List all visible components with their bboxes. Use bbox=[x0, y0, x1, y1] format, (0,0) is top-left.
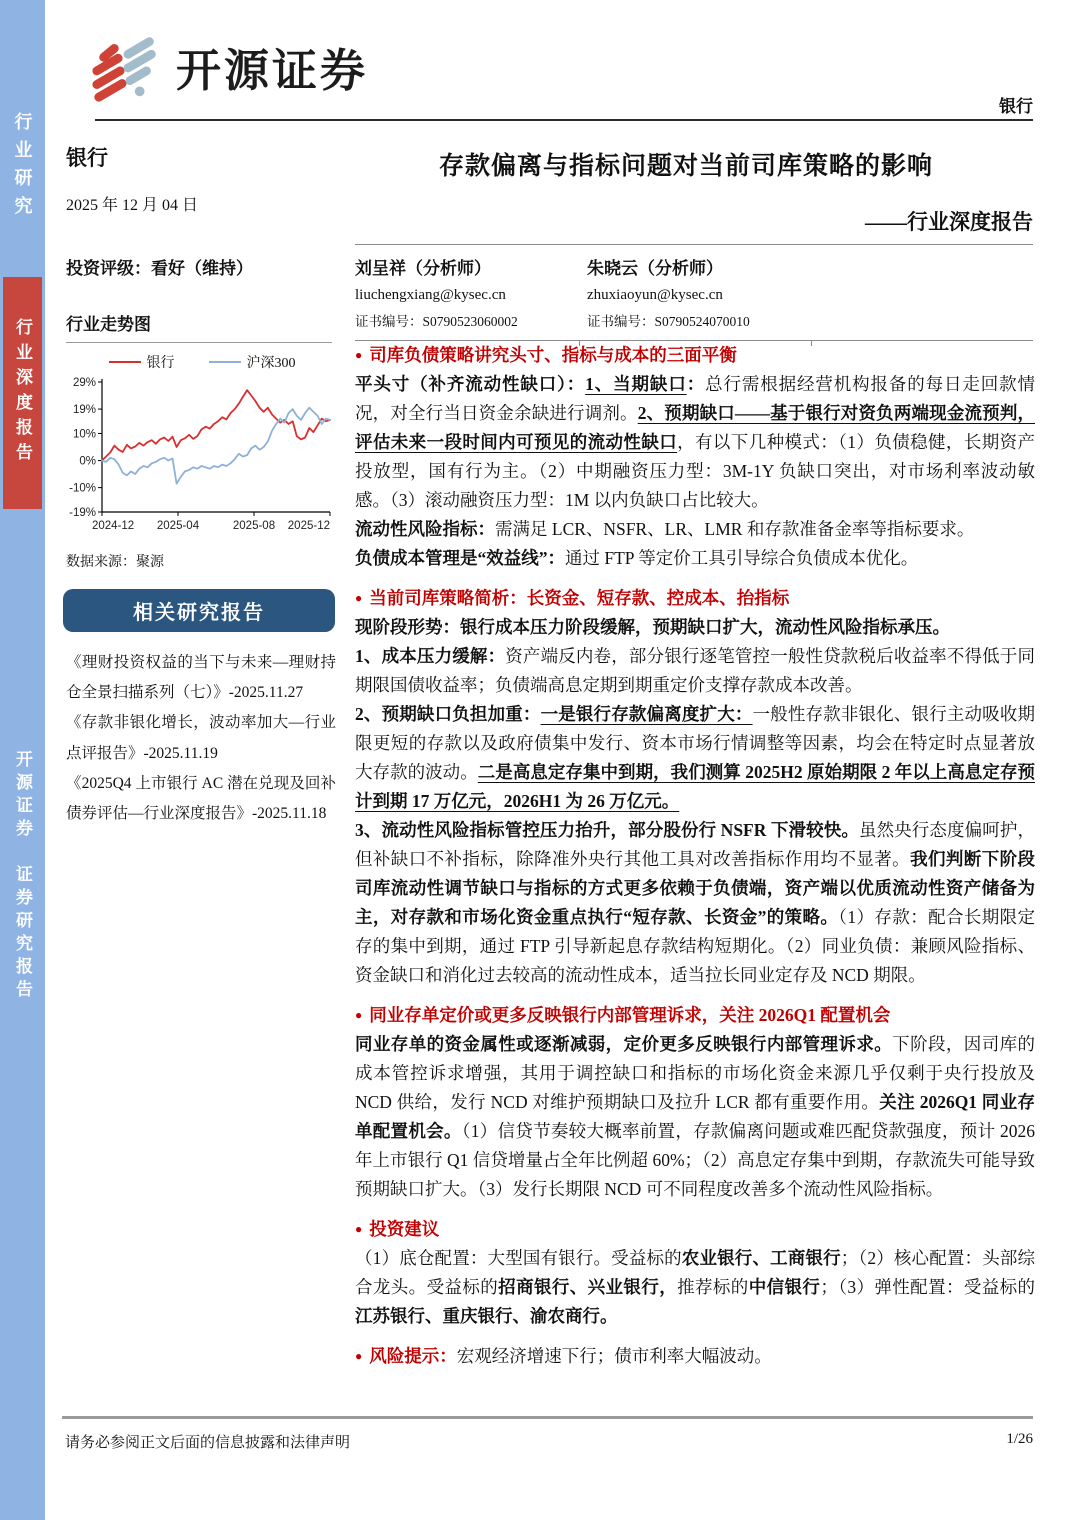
industry-trend-chart bbox=[66, 352, 338, 549]
section-risk-warning bbox=[355, 1342, 1035, 1371]
header-category-label: 银行 bbox=[999, 97, 1033, 116]
bullet-icon: ● bbox=[355, 348, 363, 362]
analyst-1 bbox=[355, 254, 587, 330]
risk-text: 宏观经济增速下行；债市利率大幅波动。 bbox=[456, 1346, 772, 1366]
related-reports-header: 相关研究报告 bbox=[63, 589, 335, 632]
analyst-name: 刘呈祥（分析师） bbox=[355, 259, 491, 278]
section-paragraph: 平头寸（补齐流动性缺口）：1、当期缺口：总行需根据经营机构报备的每日走回款情况，对全行当日资金余缺进行调剂。2、预期缺口——基于银行对资负两端现金流预判，评估未来一段时间内可预见的流动性缺口，有以下几种模式：（1）负债稳健，长期资产投放型，国有行为主。（2）中期融资压力型：3M-1Y 负缺口突出，对市场利率波动敏感。（3）滚动融资压力型：1M 以内负缺口占比较大。 bbox=[355, 374, 1036, 510]
section-treasury-balance bbox=[355, 341, 1035, 573]
brand-name: 开源证券 bbox=[176, 43, 369, 97]
section-ncd-pricing bbox=[355, 1001, 1035, 1204]
legend-swatch-bank bbox=[109, 361, 141, 363]
section-current-strategy bbox=[355, 584, 1035, 990]
section-title: 投资建议 bbox=[369, 1219, 440, 1239]
sidebar-label-industry-depth-report: 行业深度报告 bbox=[13, 318, 32, 468]
bullet-icon: ● bbox=[355, 591, 363, 605]
risk-title: 风险提示： bbox=[369, 1346, 457, 1366]
industry-name: 银行 bbox=[66, 146, 108, 170]
analyst-cert-number: 证书编号：S0790524070010 bbox=[587, 314, 750, 329]
chart-legend bbox=[66, 352, 338, 372]
related-report-item: 《理财投资权益的当下与未来—理财持仓全景扫描系列（七）》-2025.11.27 bbox=[66, 654, 336, 702]
sidebar-red-banner bbox=[3, 277, 42, 509]
bullet-icon: ● bbox=[355, 1349, 363, 1363]
svg-text:2025-04: 2025-04 bbox=[156, 520, 200, 532]
analyst-email: liuchengxiang@kysec.cn bbox=[355, 287, 506, 303]
svg-text:10%: 10% bbox=[72, 428, 96, 441]
section-paragraph: 负债成本管理是“效益线”：通过 FTP 等定价工具引导综合负债成本优化。 bbox=[355, 548, 919, 568]
related-reports-list bbox=[66, 648, 336, 829]
trend-label-underline bbox=[66, 342, 332, 343]
footer-rule bbox=[62, 1416, 1033, 1419]
trend-line-chart bbox=[66, 374, 338, 544]
legend-item-bank bbox=[109, 352, 175, 372]
svg-text:2025-08: 2025-08 bbox=[232, 520, 276, 532]
brand-logo bbox=[88, 26, 368, 106]
analyst-email: zhuxiaoyun@kysec.cn bbox=[587, 287, 723, 303]
footer-page-number: 1/26 bbox=[1006, 1431, 1033, 1447]
svg-text:-19%: -19% bbox=[69, 507, 96, 519]
svg-text:2025-12: 2025-12 bbox=[287, 520, 330, 532]
chart-data-source: 数据来源：聚源 bbox=[66, 555, 164, 570]
sidebar-label-industry-research: 行业研究 bbox=[12, 112, 33, 224]
section-paragraph: 现阶段形势：银行成本压力阶段缓解，预期缺口扩大，流动性风险指标承压。 bbox=[355, 617, 950, 637]
section-heading bbox=[355, 1215, 1035, 1244]
svg-text:2024-12: 2024-12 bbox=[92, 520, 135, 532]
report-date: 2025 年 12 月 04 日 bbox=[66, 197, 199, 214]
analyst-block bbox=[355, 244, 1033, 341]
bullet-icon: ● bbox=[355, 1222, 363, 1236]
section-paragraph: （1）底仓配置：大型国有银行。受益标的农业银行、工商银行；（2）核心配置：头部综合龙头。受益标的招商银行、兴业银行，推荐标的中信银行；（3）弹性配置：受益标的江苏银行、重庆银行、渝农商行。 bbox=[355, 1248, 1036, 1326]
section-heading bbox=[355, 584, 1035, 613]
left-sidebar bbox=[0, 0, 45, 1520]
analyst-cert-number: 证书编号：S0790523060002 bbox=[355, 314, 518, 329]
section-paragraph: 同业存单的资金属性或逐渐减弱，定价更多反映银行内部管理诉求。下阶段，因司库的成本管控诉求增强，其用于调控缺口和指标的市场化资金来源几乎仅剩于央行投放及 NCD 供给，发行 NCD 对维护预期缺口及拉升 LCR 都有重要作用。关注 2026Q1 同业存单配置机会。（1）信贷节奏较大概率前置，存款偏离问题或难匹配贷款强度，预计 2026 年上市银行 Q1 信贷增量占全年比例超 60%；（2）高息定存集中到期，存款流失可能导致预期缺口扩大。（3）发行长期限 NCD 可不同程度改善多个流动性风险指标。 bbox=[355, 1034, 1036, 1199]
svg-text:29%: 29% bbox=[72, 377, 96, 389]
sidebar-label-company-research-report: 开源证券 证券研究报告 bbox=[13, 750, 32, 1003]
legend-label-bank: 银行 bbox=[146, 356, 175, 371]
svg-text:19%: 19% bbox=[72, 404, 96, 417]
section-paragraph: 1、成本压力缓解：资产端反内卷，部分银行逐笔管控一般性贷款税后收益率不得低于同期限国债收益率；负债端高息定期到期重定价支撑存款成本改善。 bbox=[355, 646, 1036, 695]
svg-text:-10%: -10% bbox=[69, 482, 96, 495]
trend-chart-label: 行业走势图 bbox=[66, 315, 151, 334]
section-investment-advice bbox=[355, 1215, 1035, 1331]
section-title: 司库负债策略讲究头寸、指标与成本的三面平衡 bbox=[369, 345, 737, 365]
related-report-item: 《2025Q4 上市银行 AC 潜在兑现及回补债券评估—行业深度报告》-2025.11.18 bbox=[66, 774, 336, 823]
legend-swatch-csi300 bbox=[209, 361, 241, 363]
header-rule bbox=[95, 119, 1033, 121]
related-report-item: 《存款非银化增长，波动率加大—行业点评报告》-2025.11.19 bbox=[66, 714, 336, 762]
section-paragraph: 2、预期缺口负担加重：一是银行存款偏离度扩大：一般性存款非银化、银行主动吸收期限更短的存款以及政府债集中发行、资本市场行情调整等因素，均会在特定时点显著放大存款的波动。二是高息定存集中到期，我们测算 2025H2 原始期限 2 年以上高息定存预计到期 17 万亿元，2026H1 为 26 万亿元。 bbox=[355, 704, 1036, 811]
analyst-2 bbox=[587, 254, 819, 330]
risk-line bbox=[355, 1342, 1035, 1371]
analyst-spacer bbox=[819, 254, 1033, 330]
section-title: 当前司库策略简析：长资金、短存款、控成本、抬指标 bbox=[369, 588, 790, 608]
legend-label-csi300: 沪深300 bbox=[246, 356, 296, 371]
legend-item-csi300 bbox=[209, 352, 296, 372]
footer-disclaimer: 请务必参阅正文后面的信息披露和法律声明 bbox=[65, 1435, 351, 1451]
report-title: 存款偏离与指标问题对当前司库策略的影响 bbox=[438, 153, 933, 180]
analyst-name: 朱晓云（分析师） bbox=[587, 259, 723, 278]
section-title: 同业存单定价或更多反映银行内部管理诉求，关注 2026Q1 配置机会 bbox=[369, 1005, 891, 1025]
section-paragraph: 流动性风险指标：需满足 LCR、NSFR、LR、LMR 和存款准备金率等指标要求。 bbox=[355, 519, 975, 539]
svg-text:0%: 0% bbox=[79, 455, 96, 468]
section-heading bbox=[355, 1001, 1035, 1030]
report-subtitle: ——行业深度报告 bbox=[865, 210, 1033, 234]
summary-sections bbox=[355, 341, 1035, 1382]
investment-rating: 投资评级：看好（维持） bbox=[66, 259, 253, 278]
bullet-icon: ● bbox=[355, 1008, 363, 1022]
section-paragraph: 3、流动性风险指标管控压力抬升，部分股份行 NSFR 下滑较快。虽然央行态度偏呵护，但补缺口不补指标，除降准外央行其他工具对改善指标作用均不显著。我们判断下阶段司库流动性调节缺口与指标的方式更多依赖于负债端，资产端以优质流动性资产储备为主，对存款和市场化资金重点执行“短存款、长资金”的策略。（1）存款：配合长期限定存的集中到期，通过 FTP 引导新起息存款结构短期化。（2）同业负债：兼顾风险指标、资金缺口和消化过去较高的流动性成本，适当拉长同业定存及 NCD 期限。 bbox=[355, 820, 1036, 985]
section-heading bbox=[355, 341, 1035, 370]
brand-logo-icon bbox=[88, 26, 166, 106]
